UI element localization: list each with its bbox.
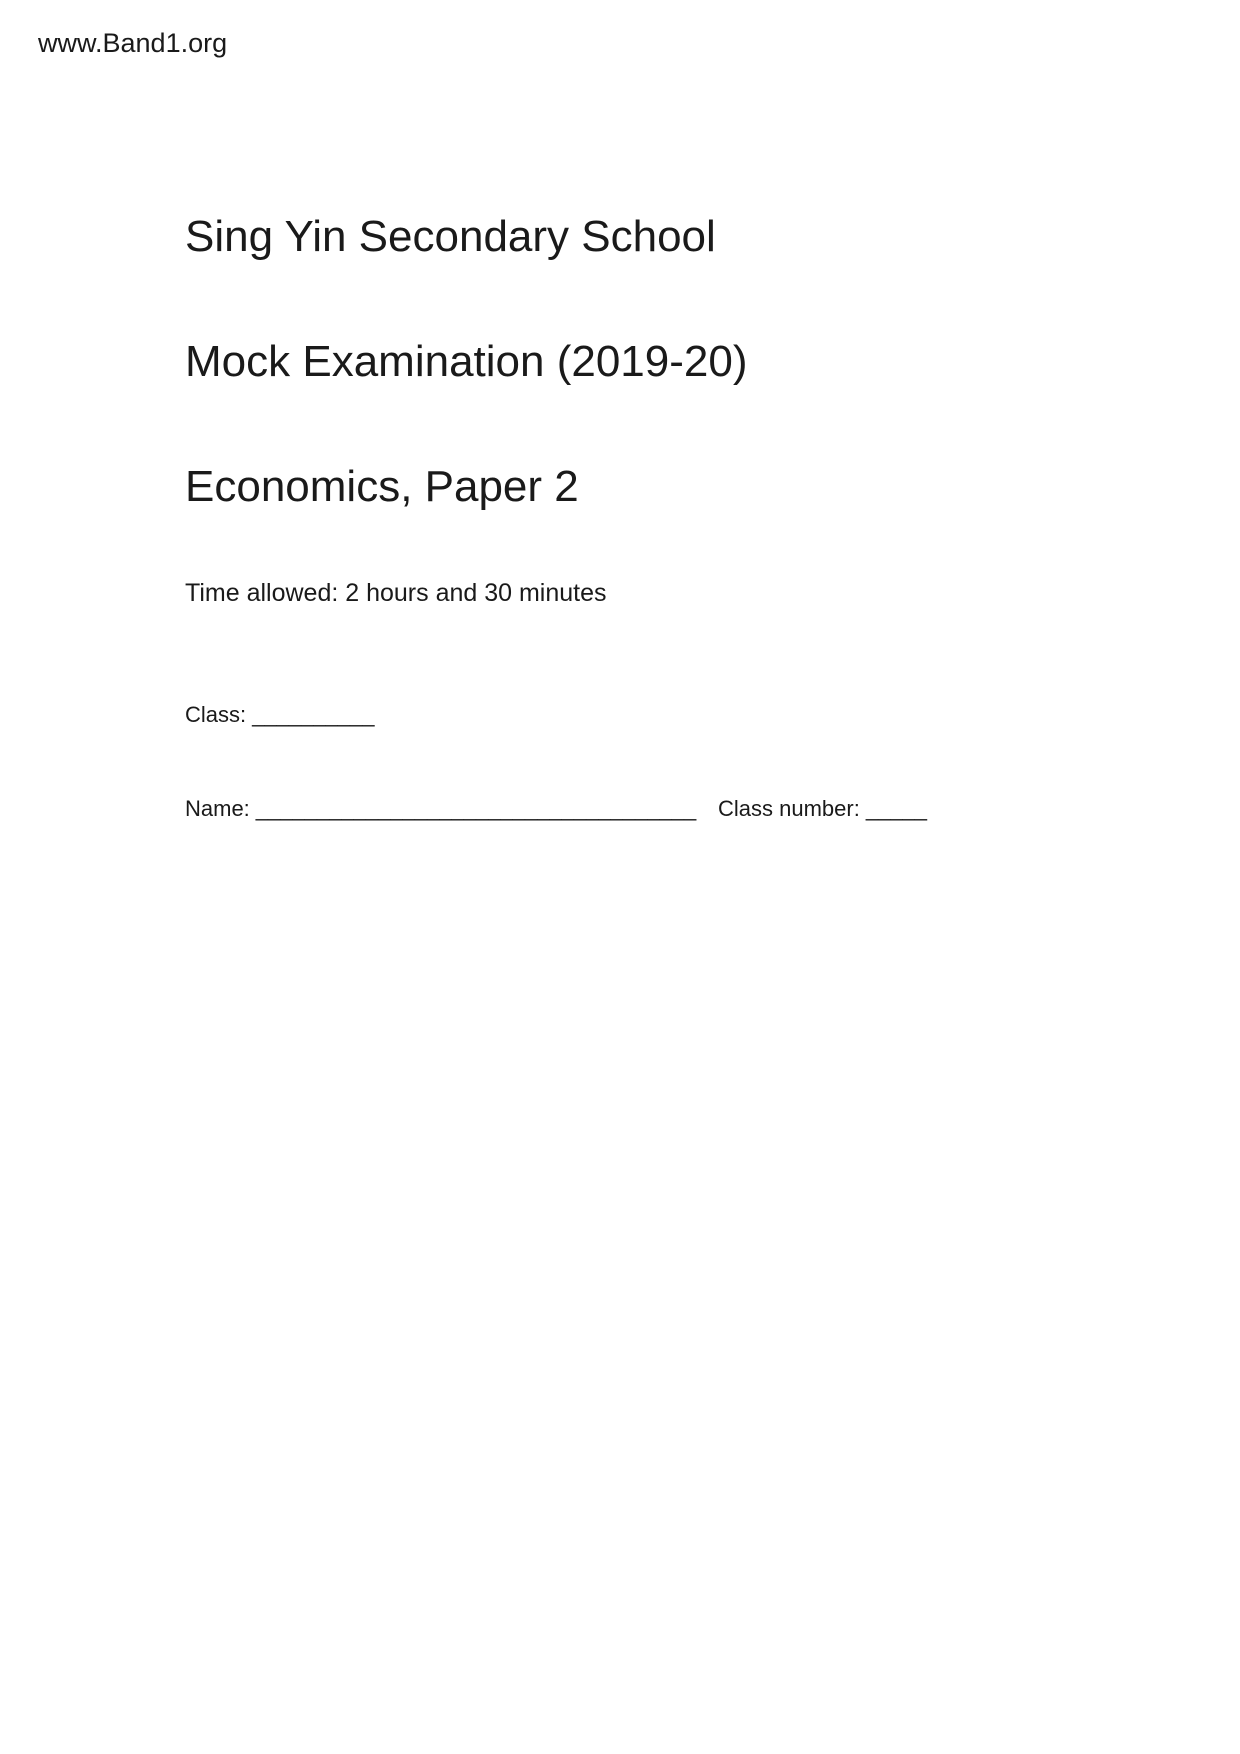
site-url: www.Band1.org	[38, 28, 228, 58]
class-number-field-row	[718, 797, 927, 821]
class-number-blank-line: _____	[865, 796, 928, 821]
name-field-row	[185, 797, 696, 821]
subject-paper-title: Economics, Paper 2	[185, 462, 579, 511]
exam-title: Mock Examination (2019-20)	[185, 337, 748, 386]
class-blank-line: __________	[252, 702, 375, 727]
name-label: Name:	[185, 796, 250, 821]
time-allowed-text: Time allowed: 2 hours and 30 minutes	[185, 579, 607, 607]
name-blank-line: ____________________________________	[255, 796, 697, 821]
class-label: Class:	[185, 702, 247, 727]
class-field-row	[185, 703, 374, 727]
class-number-label: Class number:	[718, 796, 860, 821]
school-name-title: Sing Yin Secondary School	[185, 212, 716, 261]
